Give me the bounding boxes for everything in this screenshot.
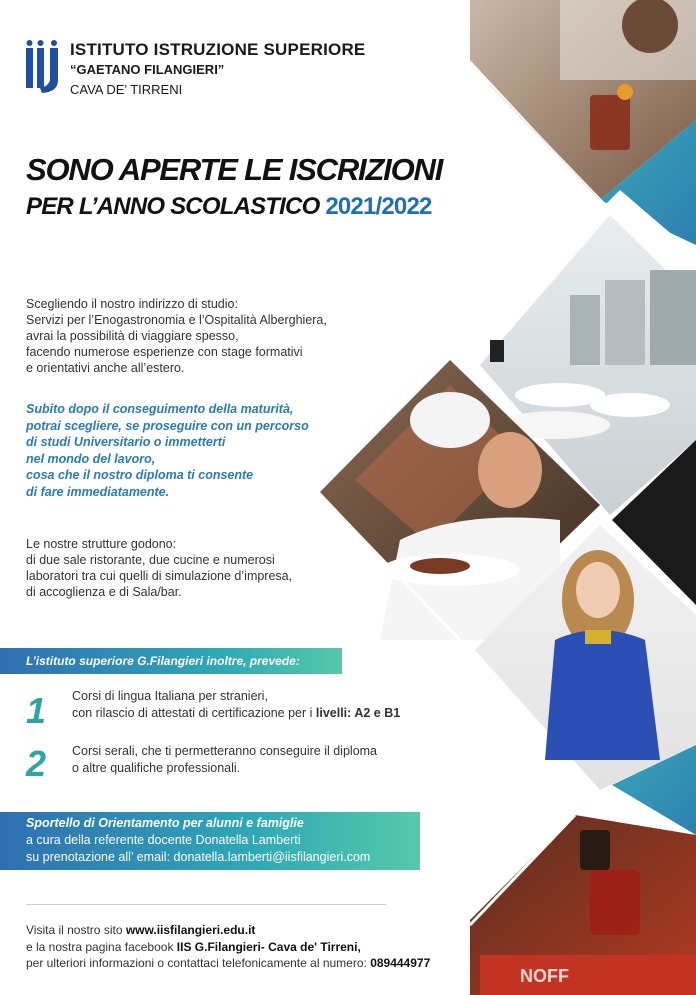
structures-line: laboratori tra cui quelli di simulazione d’impresa, xyxy=(26,569,293,583)
facebook-page-link[interactable]: IIS G.Filangieri- Cava de' Tirreni, xyxy=(176,939,361,954)
item-line: Corsi di lingua Italiana per stranieri, xyxy=(72,689,268,703)
footer-info xyxy=(26,922,430,972)
intro-line: Servizi per l’Enogastronomia e l’Ospitalità Alberghiera, xyxy=(26,313,327,327)
highlight-line: di fare immediatamente. xyxy=(26,484,170,499)
footer-line xyxy=(26,939,430,956)
footer-line xyxy=(26,922,430,939)
school-logo xyxy=(24,40,64,95)
footer-text: Visita il nostro sito xyxy=(26,923,126,937)
phone-number[interactable]: 089444977 xyxy=(370,956,431,970)
orientation-desk-box xyxy=(0,812,420,870)
structures-paragraph xyxy=(26,536,346,600)
cocktail-photo xyxy=(470,815,696,995)
institute-name-line2: “GAETANO FILANGIERI” xyxy=(70,62,225,77)
item-levels: livelli: A2 e B1 xyxy=(315,706,401,720)
highlight-line: nel mondo del lavoro, xyxy=(26,451,156,466)
school-year: 2021/2022 xyxy=(325,193,432,220)
institute-name-line1: ISTITUTO ISTRUZIONE SUPERIORE xyxy=(70,40,366,59)
orientation-desk-email[interactable]: su prenotazione all’ email: donatella.lamberti@iisfilangieri.com xyxy=(26,850,371,864)
intro-line: e orientativi anche all’estero. xyxy=(26,361,185,375)
highlight-line: cosa che il nostro diploma ti consente xyxy=(26,468,254,482)
item-2-text xyxy=(72,743,377,777)
intro-line: avrai la possibilità di viaggiare spesso, xyxy=(26,329,239,343)
structures-line: Le nostre strutture godono: xyxy=(26,537,177,551)
item-line-prefix: con rilascio di attestati di certificazione per i xyxy=(72,706,316,720)
highlight-paragraph xyxy=(26,401,366,500)
main-title-line2 xyxy=(26,193,432,221)
highlight-line: Subito dopo il conseguimento della maturità, xyxy=(26,402,294,416)
offers-banner: L’istituto superiore G.Filangieri inoltre, prevede: xyxy=(0,648,342,674)
highlight-line: potrai scegliere, se proseguire con un percorso xyxy=(26,418,309,433)
intro-paragraph xyxy=(26,296,376,376)
intro-line: Scegliendo il nostro indirizzo di studio: xyxy=(26,297,238,311)
institute-location: CAVA DE’ TIRRENI xyxy=(70,82,183,97)
item-line: o altre qualifiche professionali. xyxy=(72,761,241,775)
structures-line: di due sale ristorante, due cucine e numerosi xyxy=(26,553,275,567)
footer-line xyxy=(26,955,430,972)
item-1-text xyxy=(72,688,400,722)
item-line xyxy=(72,705,400,722)
footer-divider xyxy=(26,904,386,905)
intro-line: facendo numerose esperienze con stage formativi xyxy=(26,345,303,359)
item-line: Corsi serali, che ti permetteranno conseguire il diploma xyxy=(72,744,378,758)
main-title-line1: SONO APERTE LE ISCRIZIONI xyxy=(26,152,443,187)
footer-text: e la nostra pagina facebook xyxy=(26,939,177,954)
structures-line: di accoglienza e di Sala/bar. xyxy=(26,585,182,599)
title-prefix: PER L’ANNO SCOLASTICO xyxy=(26,193,326,220)
item-number-2: 2 xyxy=(26,743,47,784)
orientation-desk-title: Sportello di Orientamento per alunni e famiglie xyxy=(26,816,304,830)
svg-text:NOFF: NOFF xyxy=(520,966,569,986)
highlight-line: di studi Universitario o immetterti xyxy=(26,435,226,449)
footer-text: per ulteriori informazioni o contattaci telefonicamente al numero: xyxy=(26,956,371,970)
website-link[interactable]: www.iisfilangieri.edu.it xyxy=(125,923,256,937)
item-number-1: 1 xyxy=(26,690,47,731)
orientation-desk-referent: a cura della referente docente Donatella Lamberti xyxy=(26,833,301,847)
